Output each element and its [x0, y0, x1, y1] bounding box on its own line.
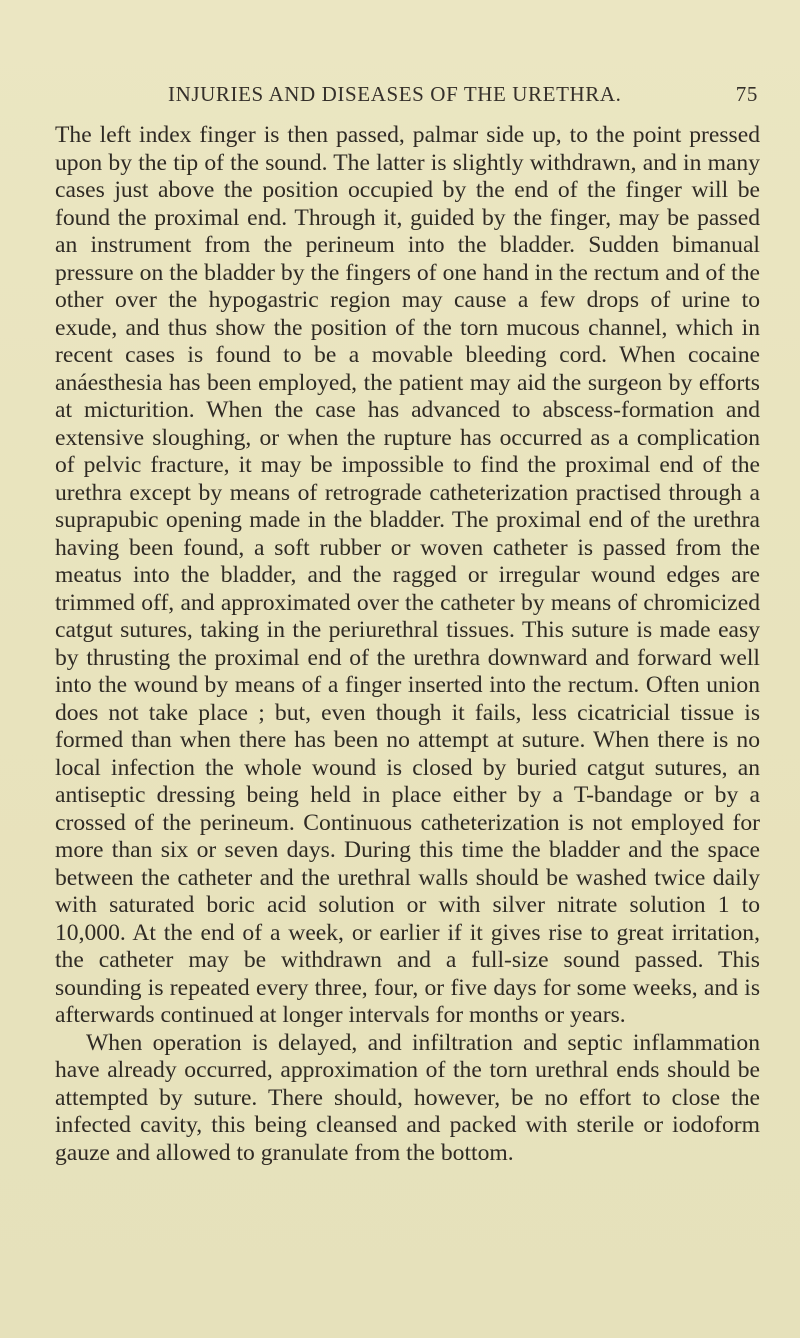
page-number: 75 — [735, 82, 758, 106]
page-header — [168, 82, 758, 112]
paragraph: When operation is delayed, and infiltration and septic inflammation have already occurred, approximation of the torn urethral ends should be attempted by suture. There should, however, be no effort to close the infected cavity, this being cleansed and packed with sterile or iodoform gauze and allowed to granulate from the bottom. — [55, 1029, 760, 1166]
body-text — [55, 122, 760, 1167]
paragraph: The left index finger is then passed, palmar side up, to the point pressed upon by the tip of the sound. The latter is slightly withdrawn, and in many cases just above the position occupied by the end of the finger will be found the proximal end. Through it, guided by the finger, may be passed an instrument from the perineum into the bladder. Sudden bimanual pressure on the bladder by the fingers of one hand in the rectum and of the other over the hypogastric region may cause a few drops of urine to exude, and thus show the position of the torn mucous channel, which in recent cases is found to be a movable bleeding cord. When cocaine anáesthesia has been employed, the patient may aid the surgeon by efforts at micturition. When the case has advanced to abscess-formation and extensive sloughing, or when the rupture has occurred as a complication of pelvic fracture, it may be impossible to find the proximal end of the urethra except by means of retrograde catheterization practised through a suprapubic opening made in the bladder. The proximal end of the urethra having been found, a soft rubber or woven catheter is passed from the meatus into the bladder, and the ragged or irregular wound edges are trimmed off, and approximated over the catheter by means of chromicized catgut sutures, taking in the periurethral tissues. This suture is made easy by thrusting the proximal end of the urethra downward and forward well into the wound by means of a finger inserted into the rectum. Often union does not take place ; but, even though it fails, less cicatricial tissue is formed than when there has been no attempt at suture. When there is no local infection the whole wound is closed by buried catgut sutures, an antiseptic dressing being held in place either by a T-bandage or by a crossed of the perineum. Continuous catheterization is not employed for more than six or seven days. During this time the bladder and the space between the catheter and the urethral walls should be washed twice daily with saturated boric acid solution or with silver nitrate solution 1 to 10,000. At the end of a week, or earlier if it gives rise to great irritation, the catheter may be withdrawn and a full-size sound passed. This sounding is repeated every three, four, or five days for some weeks, and is afterwards continued at longer intervals for months or years. — [55, 122, 760, 1028]
running-head: INJURIES AND DISEASES OF THE URETHRA. — [168, 82, 622, 106]
